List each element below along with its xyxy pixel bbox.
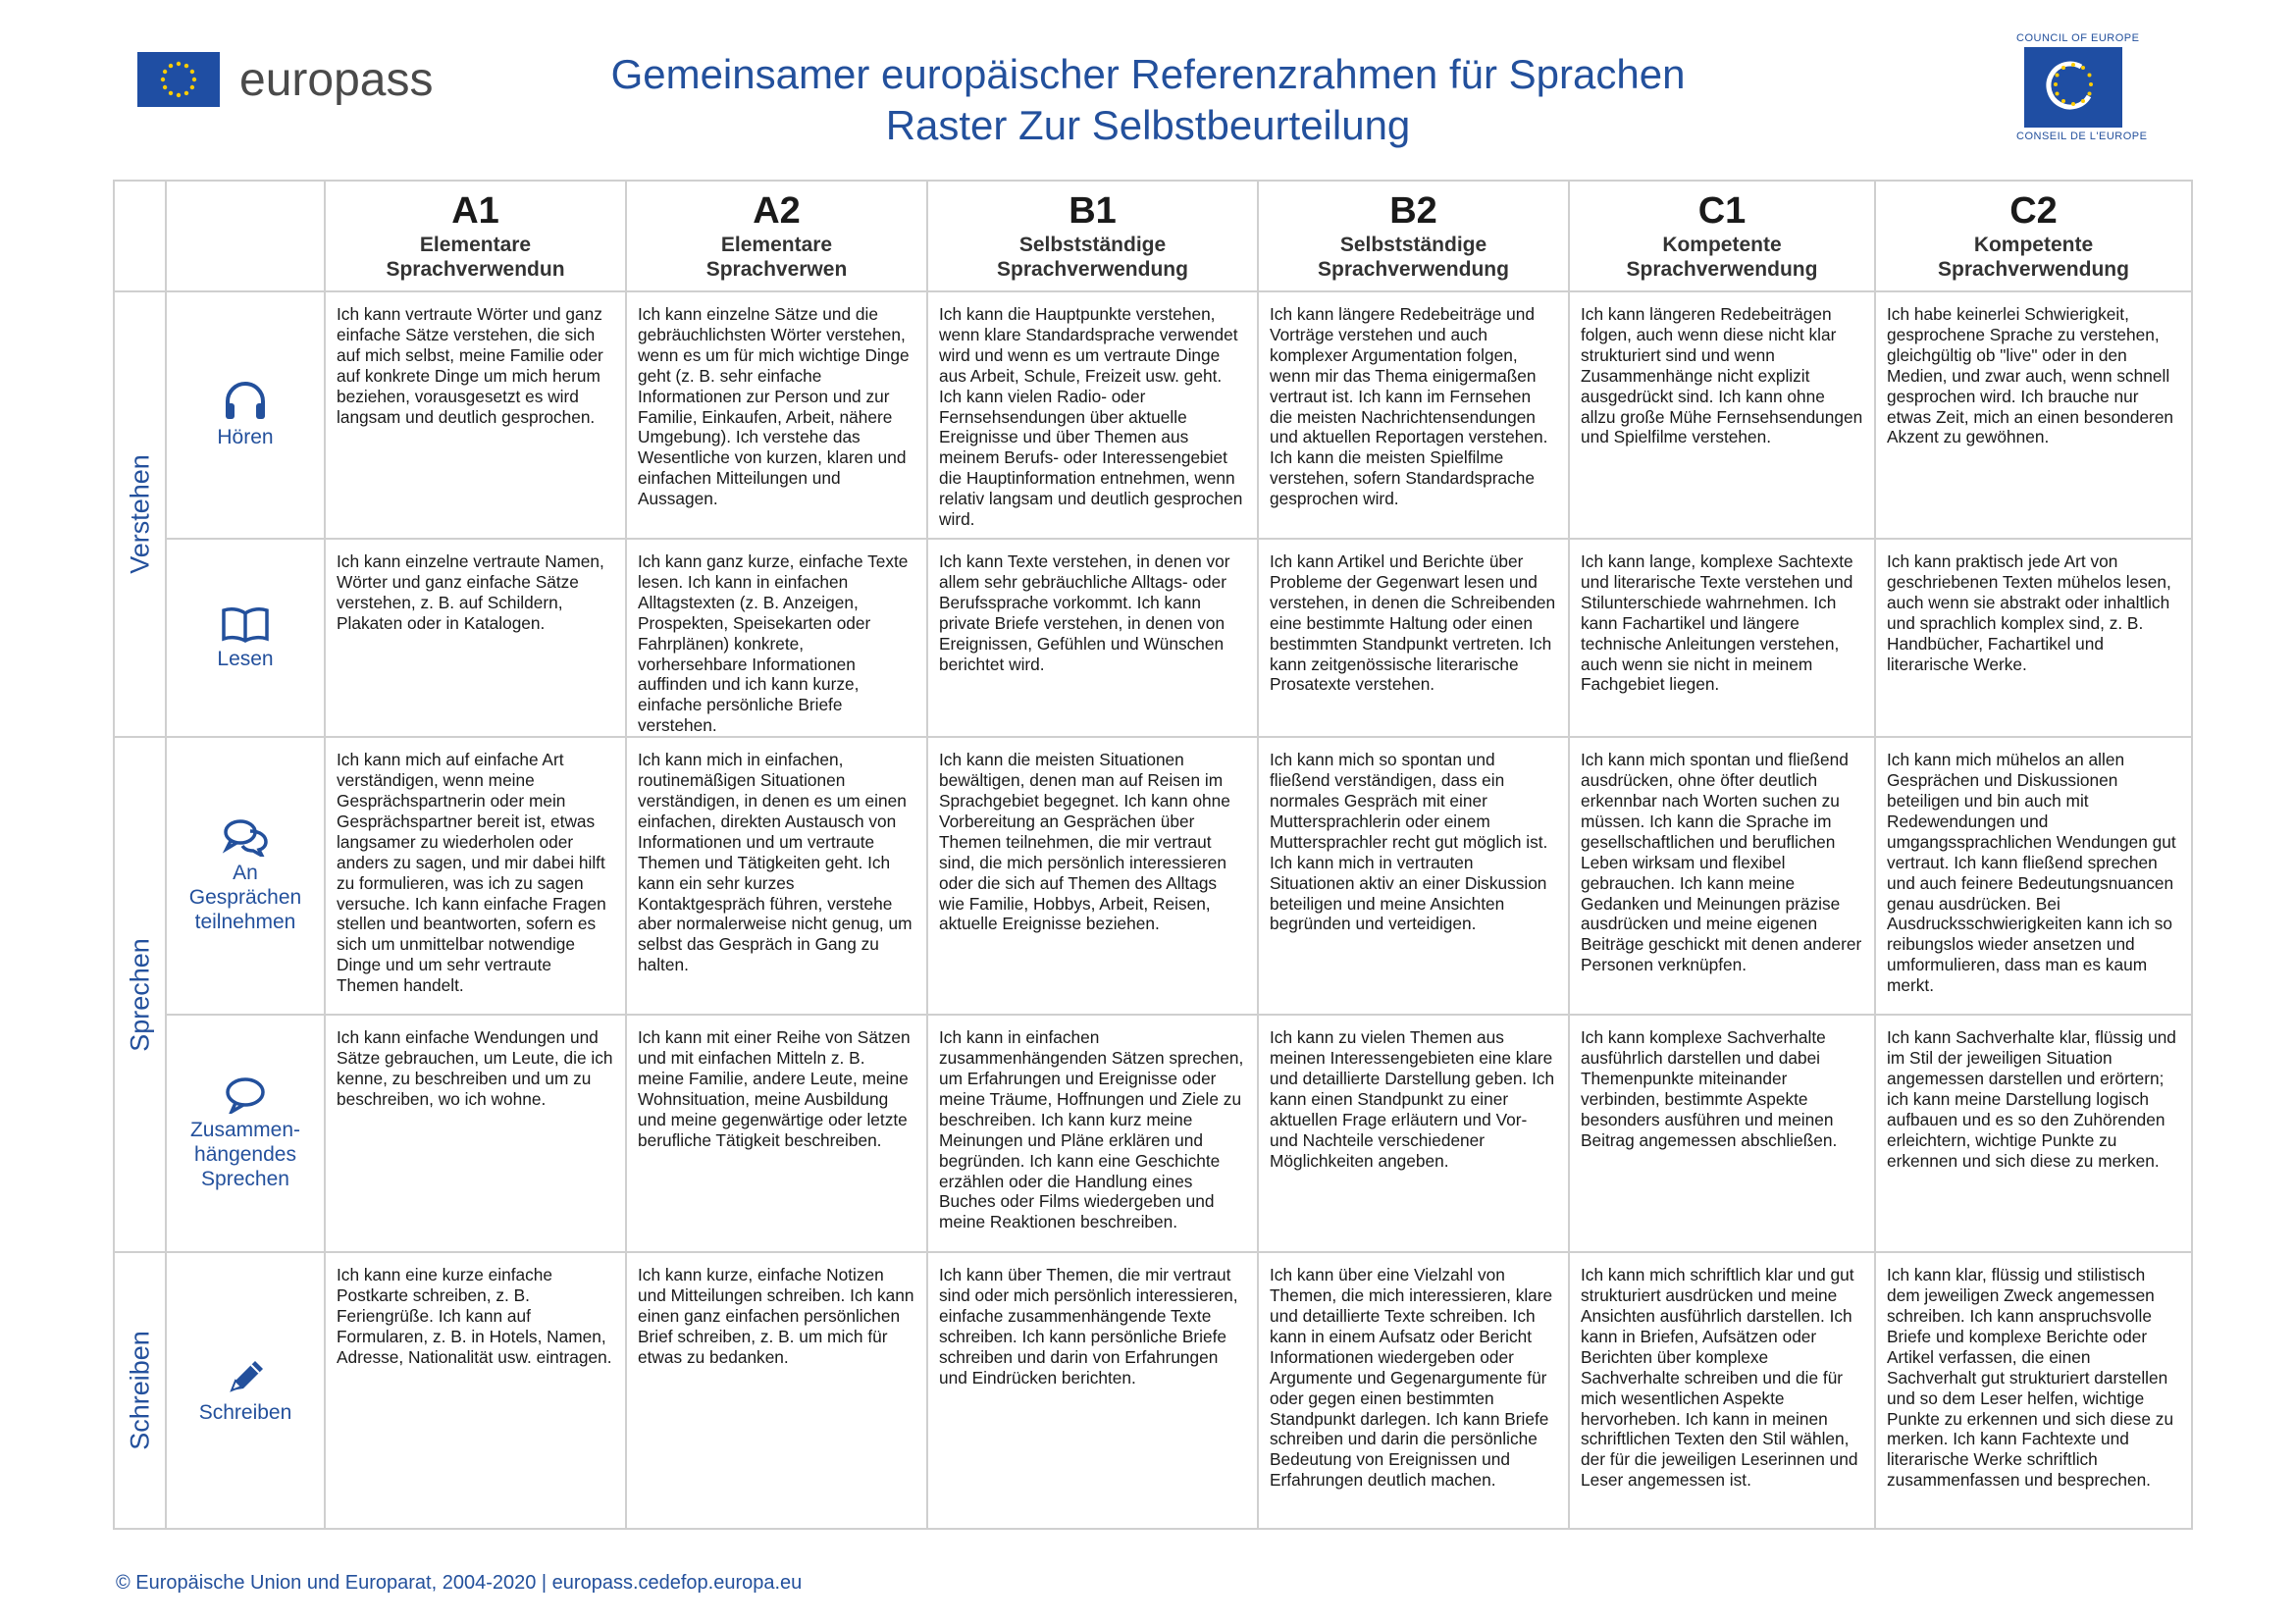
category-label: Verstehen <box>125 454 154 574</box>
descriptor-cell-c2 <box>1875 1252 2192 1529</box>
level-code: C2 <box>2009 190 2058 232</box>
skill-cell-lesen <box>166 539 325 737</box>
coe-emblem-icon <box>2024 47 2122 128</box>
descriptor-cell-c1 <box>1569 1252 1875 1529</box>
descriptor-text: Ich habe keinerlei Schwierigkeit, gesprochene Sprache zu verstehen, gleichgültig ob "live" oder in den Medien, und zwar auch, wenn schnell gesprochen wird. Ich brauche nur etwas Zeit, mich an einen besonderen Akzent zu gewöhnen. <box>1887 304 2174 447</box>
descriptor-text: Ich kann mit einer Reihe von Sätzen und mit einfachen Mitteln z. B. meine Familie, andere Leute, meine Wohnsituation, meine Ausbildung und meine gegenwärtige oder letzte berufliche Tätigkeit beschreiben. <box>638 1027 911 1150</box>
descriptor-cell-a1 <box>325 291 626 539</box>
skill-name: Hören <box>217 425 274 448</box>
descriptor-cell-c2 <box>1875 737 2192 1015</box>
descriptor-text: Ich kann mich auf einfache Art verständigen, wenn meine Gesprächspartnerin oder mein Gesprächspartner bereit ist, etwas langsamer zu wiederholen oder anders zu sagen, und mir dabei hilft zu formulieren, was ich zu sagen versuche. Ich kann einfache Fragen stellen und beantworten, sofern es sich um unmittelbar notwendige Dinge und um sehr vertraute Themen handelt. <box>337 750 606 996</box>
descriptor-cell-b2 <box>1258 539 1569 737</box>
descriptor-cell-c2 <box>1875 1015 2192 1252</box>
level-name-line: Sprachverwendung <box>997 258 1188 281</box>
skill-name-line: Zusammen- <box>189 1118 301 1141</box>
level-header-a1 <box>325 181 626 291</box>
skill-name-line: Gesprächen <box>188 886 302 910</box>
level-code: A1 <box>451 190 499 232</box>
descriptor-cell-b1 <box>927 737 1258 1015</box>
eu-flag-icon <box>137 52 220 107</box>
descriptor-text: Ich kann klar, flüssig und stilistisch dem jeweiligen Zweck angemessen schreiben. Ich kann anspruchsvolle Briefe und komplexe Berichte oder Artikel verfassen, die einen Sachverhalt gut strukturiert darstellen und so dem Leser helfen, wichtige Punkte zu erkennen und sich diese zu merken. Ich kann Fachtexte und literarische Werke schriftlich zusammenfassen und besprechen. <box>1887 1265 2174 1491</box>
descriptor-cell-c1 <box>1569 737 1875 1015</box>
descriptor-text: Ich kann praktisch jede Art von geschriebenen Texten mühelos lesen, auch wenn sie abstrakt oder inhaltlich und sprachlich komplex sind, z. B. Handbücher, Fachartikel und literarische Werke. <box>1887 551 2171 674</box>
europass-wordmark: europass <box>239 53 434 106</box>
descriptor-cell-a2 <box>626 1015 927 1252</box>
skill-name-line: teilnehmen <box>194 911 296 934</box>
descriptor-cell-c1 <box>1569 291 1875 539</box>
title-line-1: Gemeinsamer europäischer Referenzrahmen für Sprachen <box>610 51 1686 97</box>
descriptor-cell-a1 <box>325 1252 626 1529</box>
open-book-icon <box>221 605 270 643</box>
skill-cell-zusammen <box>166 1015 325 1252</box>
descriptor-text: Ich kann zu vielen Themen aus meinen Interessengebieten eine klare und detaillierte Darstellung geben. Ich kann einen Standpunkt zu einer aktuellen Frage erläutern und Vor- und Nachteile verschiedener Möglichkeiten angeben. <box>1270 1027 1555 1171</box>
descriptor-text: Ich kann Artikel und Berichte über Probleme der Gegenwart lesen und verstehen, in denen die Schreibenden eine bestimmte Haltung oder einen bestimmten Standpunkt vertreten. Ich kann zeitgenössische literarische Prosatexte verstehen. <box>1270 551 1556 695</box>
descriptor-cell-c1 <box>1569 539 1875 737</box>
level-name-line: Elementare <box>720 234 833 256</box>
category-cell-schreiben <box>114 1252 166 1529</box>
descriptor-text: Ich kann einzelne vertraute Namen, Wörter und ganz einfache Sätze verstehen, z. B. auf Schildern, Plakaten oder in Katalogen. <box>337 551 604 633</box>
headphones-icon <box>222 382 269 421</box>
level-name-line: Sprachverwendung <box>1626 258 1818 281</box>
descriptor-text: Ich kann einfache Wendungen und Sätze gebrauchen, um Leute, die ich kenne, zu beschreiben und um zu beschreiben, wo ich wohne. <box>337 1027 613 1109</box>
title-line-2: Raster Zur Selbstbeurteilung <box>885 102 1411 148</box>
level-header-a2 <box>626 181 927 291</box>
level-name-line: Sprachverwendun <box>386 258 565 281</box>
skill-cell-hoeren <box>166 291 325 539</box>
skill-row-hoeren <box>114 291 2192 539</box>
descriptor-cell-a2 <box>626 1252 927 1529</box>
level-name-line: Sprachverwendung <box>1938 258 2129 281</box>
self-assessment-grid <box>113 180 2193 1530</box>
descriptor-text: Ich kann mich spontan und fließend ausdrücken, ohne öfter deutlich erkennbar nach Worten suchen zu müssen. Ich kann die Sprache im gesellschaftlichen und beruflichen Leben wirksam und flexibel gebrauchen. Ich kann meine Gedanken und Meinungen präzise ausdrücken und meine eigenen Beiträge geschickt mit denen anderer Personen verknüpfen. <box>1581 750 1862 975</box>
descriptor-text: Ich kann vertraute Wörter und ganz einfache Sätze verstehen, die sich auf mich selbst, meine Familie oder auf konkrete Dinge um mich herum beziehen, vorausgesetzt es wird langsam und deutlich gesprochen. <box>337 304 603 427</box>
page-title <box>422 49 1874 151</box>
skill-name: Schreiben <box>198 1400 292 1424</box>
europass-logo <box>137 52 433 107</box>
descriptor-text: Ich kann lange, komplexe Sachtexte und literarische Texte verstehen und Stilunterschiede wahrnehmen. Ich kann Fachartikel und längere technische Anleitungen verstehen, auch wenn sie nicht in meinem Fachgebiet liegen. <box>1581 551 1853 695</box>
descriptor-cell-c2 <box>1875 539 2192 737</box>
descriptor-text: Ich kann mich so spontan und fließend verständigen, dass ein normales Gespräch mit einer Muttersprachlerin oder einem Muttersprachler recht gut möglich ist. Ich kann mich in vertrauten Situationen aktiv an einer Diskussion beteiligen und meine Ansichten begründen und verteidigen. <box>1270 750 1548 934</box>
pencil-icon <box>224 1357 267 1396</box>
descriptor-cell-a1 <box>325 1015 626 1252</box>
descriptor-text: Ich kann einzelne Sätze und die gebräuchlichsten Wörter verstehen, wenn es um für mich wichtige Dinge geht (z. B. sehr einfache Informationen zur Person und zur Familie, Einkaufen, Arbeit, nähere Umgebung). Ich verstehe das Wesentliche von kurzen, klaren und einfachen Mitteilungen und Aussagen. <box>638 304 910 509</box>
descriptor-text: Ich kann kurze, einfache Notizen und Mitteilungen schreiben. Ich kann einen ganz einfachen persönlichen Brief schreiben, z. B. um mich für etwas zu bedanken. <box>638 1265 914 1367</box>
skill-row-lesen <box>114 539 2192 737</box>
descriptor-cell-c2 <box>1875 291 2192 539</box>
descriptor-cell-b2 <box>1258 1015 1569 1252</box>
descriptor-text: Ich kann die meisten Situationen bewältigen, denen man auf Reisen im Sprachgebiet begegnet. Ich kann ohne Vorbereitung an Gesprächen über Themen teilnehmen, die mir vertraut sind, die mich persönlich interessieren oder die sich auf Themen des Alltags wie Familie, Hobbys, Arbeit, Reisen, aktuelle Ereignisse beziehen. <box>939 750 1230 934</box>
level-header-b1 <box>927 181 1258 291</box>
descriptor-text: Ich kann Sachverhalte klar, flüssig und im Stil der jeweiligen Situation angemessen darstellen und erörtern; ich kann meine Darstellung logisch aufbauen und es so den Zuhörenden erleichtern, wichtige Punkte zu erkennen und sich diese zu merken. <box>1887 1027 2176 1171</box>
descriptor-cell-b2 <box>1258 1252 1569 1529</box>
descriptor-text: Ich kann komplexe Sachverhalte ausführlich darstellen und dabei Themenpunkte miteinander verbinden, bestimmte Aspekte besonders ausführen und meinen Beitrag angemessen abschließen. <box>1581 1027 1838 1150</box>
level-header-row <box>114 181 2192 291</box>
level-name-line: Elementare <box>419 234 532 256</box>
category-label: Sprechen <box>125 937 154 1052</box>
level-name-line: Sprachverwendung <box>1318 258 1509 281</box>
descriptor-text: Ich kann ganz kurze, einfache Texte lesen. Ich kann in einfachen Alltagstexten (z. B. Anzeigen, Prospekten, Speisekarten oder Fahrplänen) konkrete, vorhersehbare Informationen auffinden und ich kann kurze, einfache persönliche Briefe verstehen. <box>638 551 909 736</box>
skill-name-line: hängendes <box>194 1142 296 1166</box>
descriptor-cell-b1 <box>927 1252 1258 1529</box>
descriptor-cell-a1 <box>325 737 626 1015</box>
level-code: B2 <box>1389 190 1437 232</box>
skill-name: Lesen <box>217 647 274 670</box>
level-name-line: Kompetente <box>1662 234 1782 256</box>
descriptor-text: Ich kann mich mühelos an allen Gesprächen und Diskussionen beteiligen und bin auch mit Redewendungen und umgangssprachlichen Wendungen gut vertraut. Ich kann fließend sprechen und auch feinere Bedeutungsnuancen genau ausdrücken. Bei Ausdrucksschwierigkeiten kann ich so reibungslos wieder ansetzen und umformulieren, dass man es kaum merkt. <box>1887 750 2176 996</box>
descriptor-cell-b2 <box>1258 291 1569 539</box>
corner-cell-category <box>114 181 166 291</box>
descriptor-cell-a1 <box>325 539 626 737</box>
descriptor-cell-b1 <box>927 291 1258 539</box>
level-name-line: Selbstständige <box>1339 234 1487 256</box>
skill-cell-gespraech <box>166 737 325 1015</box>
corner-cell-skill <box>166 181 325 291</box>
level-code: C1 <box>1697 190 1747 232</box>
descriptor-text: Ich kann mich schriftlich klar und gut strukturiert ausdrücken und meine Ansichten ausführlich darstellen. Ich kann in Briefen, Aufsätzen oder Berichten über komplexe Sachverhalte schreiben und die für mich wesentlichen Aspekte hervorheben. Ich kann in meinen schriftlichen Texten den Stil wählen, der für die jeweiligen Leserinnen und Leser angemessen ist. <box>1581 1265 1858 1491</box>
descriptor-text: Ich kann mich in einfachen, routinemäßigen Situationen verständigen, in denen es um einen einfachen, direkten Austausch von Informationen und um vertraute Themen und Tätigkeiten geht. Ich kann ein sehr kurzes Kontaktgespräch führen, verstehe aber normalerweise nicht genug, um selbst das Gespräch in Gang zu halten. <box>638 750 913 975</box>
skill-row-schreiben <box>114 1252 2192 1529</box>
skill-name-line: An <box>233 862 258 885</box>
descriptor-cell-a2 <box>626 737 927 1015</box>
descriptor-text: Ich kann die Hauptpunkte verstehen, wenn klare Standardsprache verwendet wird und wenn es um vertraute Dinge aus Arbeit, Schule, Freizeit usw. geht. Ich kann vielen Radio- oder Fernsehsendungen über aktuelle Ereignisse und über Themen aus meinem Berufs- oder Interessengebiet die Hauptinformation entnehmen, wenn relativ langsam und deutlich gesprochen wird. <box>939 304 1243 530</box>
page-footer: © Europäische Union und Europarat, 2004-2020 | europass.cedefop.europa.eu <box>116 1572 803 1594</box>
level-header-c1 <box>1569 181 1875 291</box>
descriptor-text: Ich kann längere Redebeiträge und Vorträge verstehen und auch komplexer Argumentation folgen, wenn mir das Thema einigermaßen vertraut ist. Ich kann im Fernsehen die meisten Nachrichtensendungen und aktuellen Reportagen verstehen. Ich kann die meisten Spielfilme verstehen, sofern Standardsprache gesprochen wird. <box>1270 304 1548 509</box>
descriptor-text: Ich kann eine kurze einfache Postkarte schreiben, z. B. Feriengrüße. Ich kann auf Formularen, z. B. in Hotels, Namen, Adresse, Nationalität usw. eintragen. <box>337 1265 612 1367</box>
descriptor-cell-b1 <box>927 1015 1258 1252</box>
descriptor-cell-b2 <box>1258 737 1569 1015</box>
level-name-line: Kompetente <box>1973 234 2094 256</box>
page-header <box>0 0 2295 172</box>
category-cell-sprechen <box>114 737 166 1252</box>
level-name-line: Sprachverwen <box>705 258 848 281</box>
skill-cell-schreiben <box>166 1252 325 1529</box>
skill-name-line: Sprechen <box>201 1167 289 1190</box>
level-code: A2 <box>753 190 801 232</box>
coe-top-text: COUNCIL OF EUROPE <box>2016 32 2140 44</box>
skill-row-zusammen <box>114 1015 2192 1252</box>
council-of-europe-logo <box>2016 32 2148 142</box>
speech-bubble-icon <box>224 1076 267 1114</box>
descriptor-text: Ich kann längeren Redebeiträgen folgen, auch wenn diese nicht klar strukturiert sind und wenn Zusammenhänge nicht explizit ausgedrückt sind. Ich kann ohne allzu große Mühe Fernsehsendungen und Spielfilme verstehen. <box>1581 304 1863 447</box>
descriptor-cell-b1 <box>927 539 1258 737</box>
descriptor-text: Ich kann über eine Vielzahl von Themen, die mich interessieren, klare und detaillierte Texte schreiben. Ich kann in einem Aufsatz oder Bericht Informationen wiedergeben oder Argumente und Gegenargumente für oder gegen einen bestimmten Standpunkt darlegen. Ich kann Briefe schreiben und darin die persönliche Bedeutung von Ereignissen und Erfahrungen deutlich machen. <box>1270 1265 1553 1491</box>
level-header-b2 <box>1258 181 1569 291</box>
chat-bubbles-icon <box>221 817 270 857</box>
descriptor-cell-c1 <box>1569 1015 1875 1252</box>
coe-bottom-text: CONSEIL DE L'EUROPE <box>2016 131 2148 142</box>
level-header-c2 <box>1875 181 2192 291</box>
level-code: B1 <box>1069 190 1117 232</box>
category-label: Schreiben <box>125 1331 154 1450</box>
descriptor-cell-a2 <box>626 291 927 539</box>
skill-row-gespraech <box>114 737 2192 1015</box>
descriptor-text: Ich kann über Themen, die mir vertraut sind oder mich persönlich interessieren, einfache zusammenhängende Texte schreiben. Ich kann persönliche Briefe schreiben und darin von Erfahrungen und Eindrücken berichten. <box>939 1265 1238 1388</box>
descriptor-text: Ich kann in einfachen zusammenhängenden Sätzen sprechen, um Erfahrungen und Ereignisse oder meine Träume, Hoffnungen und Ziele zu beschreiben. Ich kann kurz meine Meinungen und Pläne erklären und begründen. Ich kann eine Geschichte erzählen oder die Handlung eines Buches oder Films wiedergeben und meine Reaktionen beschreiben. <box>939 1027 1244 1232</box>
descriptor-cell-a2 <box>626 539 927 737</box>
category-cell-verstehen <box>114 291 166 737</box>
level-name-line: Selbstständige <box>1018 234 1167 256</box>
descriptor-text: Ich kann Texte verstehen, in denen vor allem sehr gebräuchliche Alltags- oder Berufssprache vorkommt. Ich kann private Briefe verstehen, in denen von Ereignissen, Gefühlen und Wünschen berichtet wird. <box>939 551 1230 674</box>
